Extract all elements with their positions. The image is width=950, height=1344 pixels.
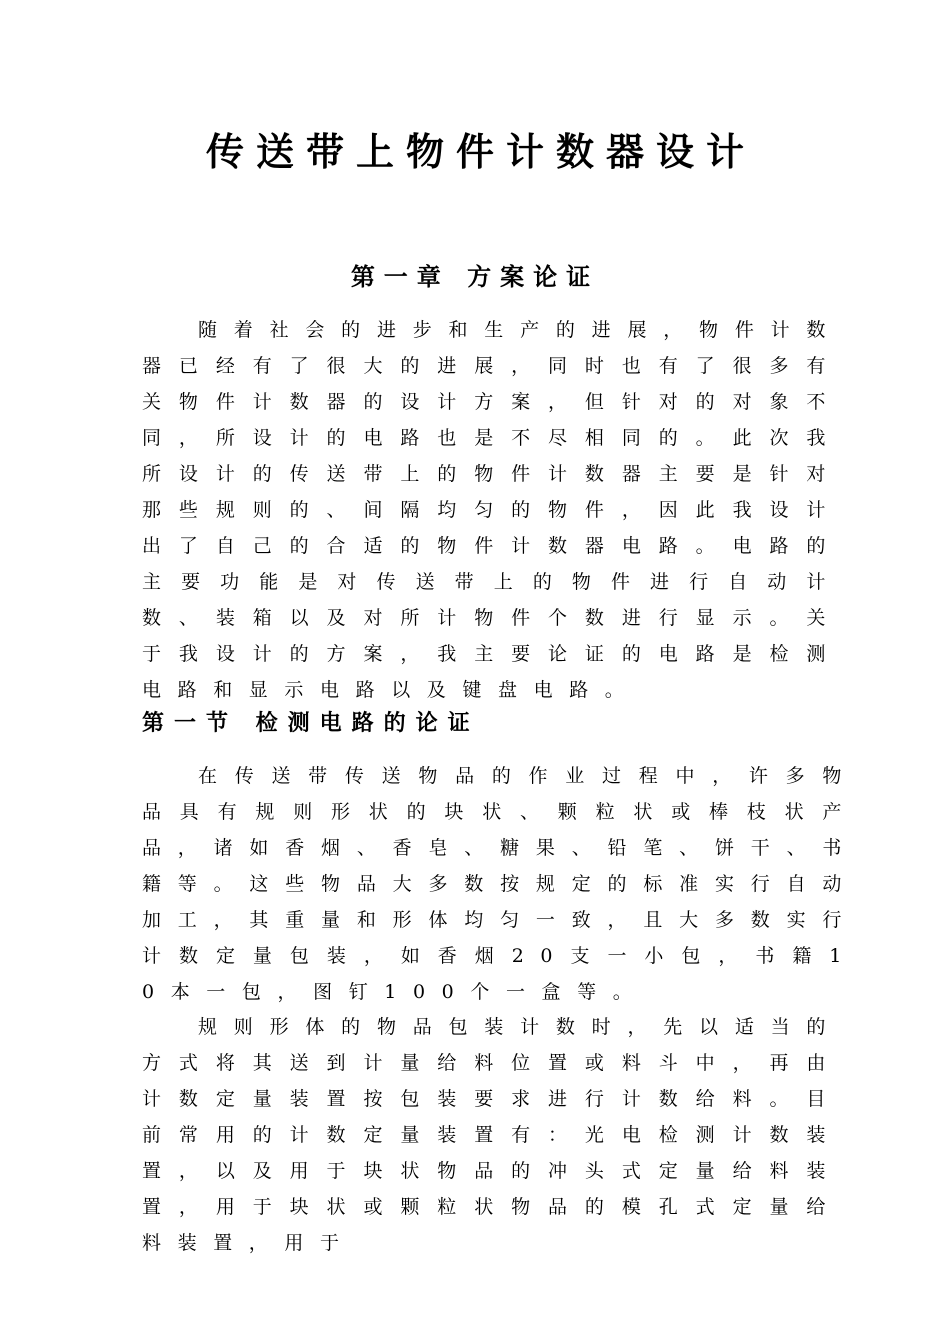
- chapter-intro-paragraph: 随着社会的进步和生产的进展，物件计数器已经有了很大的进展，同时也有了很多有关物件计数器的设计方案，但针对的对象不同，所设计的电路也是不尽相同的。此次我所设计的传送带上的物件计数器主要是针对那些规则的、间隔均匀的物件，因此我设计出了自己的合适的物件计数器电路。电路的主要功能是对传送带上的物件进行自动计数、装箱以及对所计物件个数进行显示。关于我设计的方案，我主要论证的电路是检测电路和显示电路以及键盘电路。: [142, 319, 842, 701]
- chapter-heading: 第一章 方案论证: [350, 263, 600, 291]
- section-paragraph-2: 规则形体的物品包装计数时，先以适当的方式将其送到计量给料位置或料斗中，再由计数定量装置按包装要求进行计数给料。目前常用的计数定量装置有：光电检测计数装置，以及用于块状物品的冲头式定量给料装置，用于块状或颗粒状物品的模孔式定量给料装置，用于: [142, 1016, 842, 1254]
- document-title: 传送带上物件计数器设计: [205, 130, 756, 174]
- section-heading: 第一节 检测电路的论证: [142, 711, 480, 736]
- section-paragraph-1: 在传送带传送物品的作业过程中，许多物品具有规则形状的块状、颗粒状或棒枝状产品，诸如香烟、香皂、糖果、铅笔、饼干、书籍等。这些物品大多数按规定的标准实行自动加工，其重量和形体均匀一致，且大多数实行计数定量包装，如香烟20支一小包，书籍10本一包，图钉100个一盒等。: [142, 765, 858, 1003]
